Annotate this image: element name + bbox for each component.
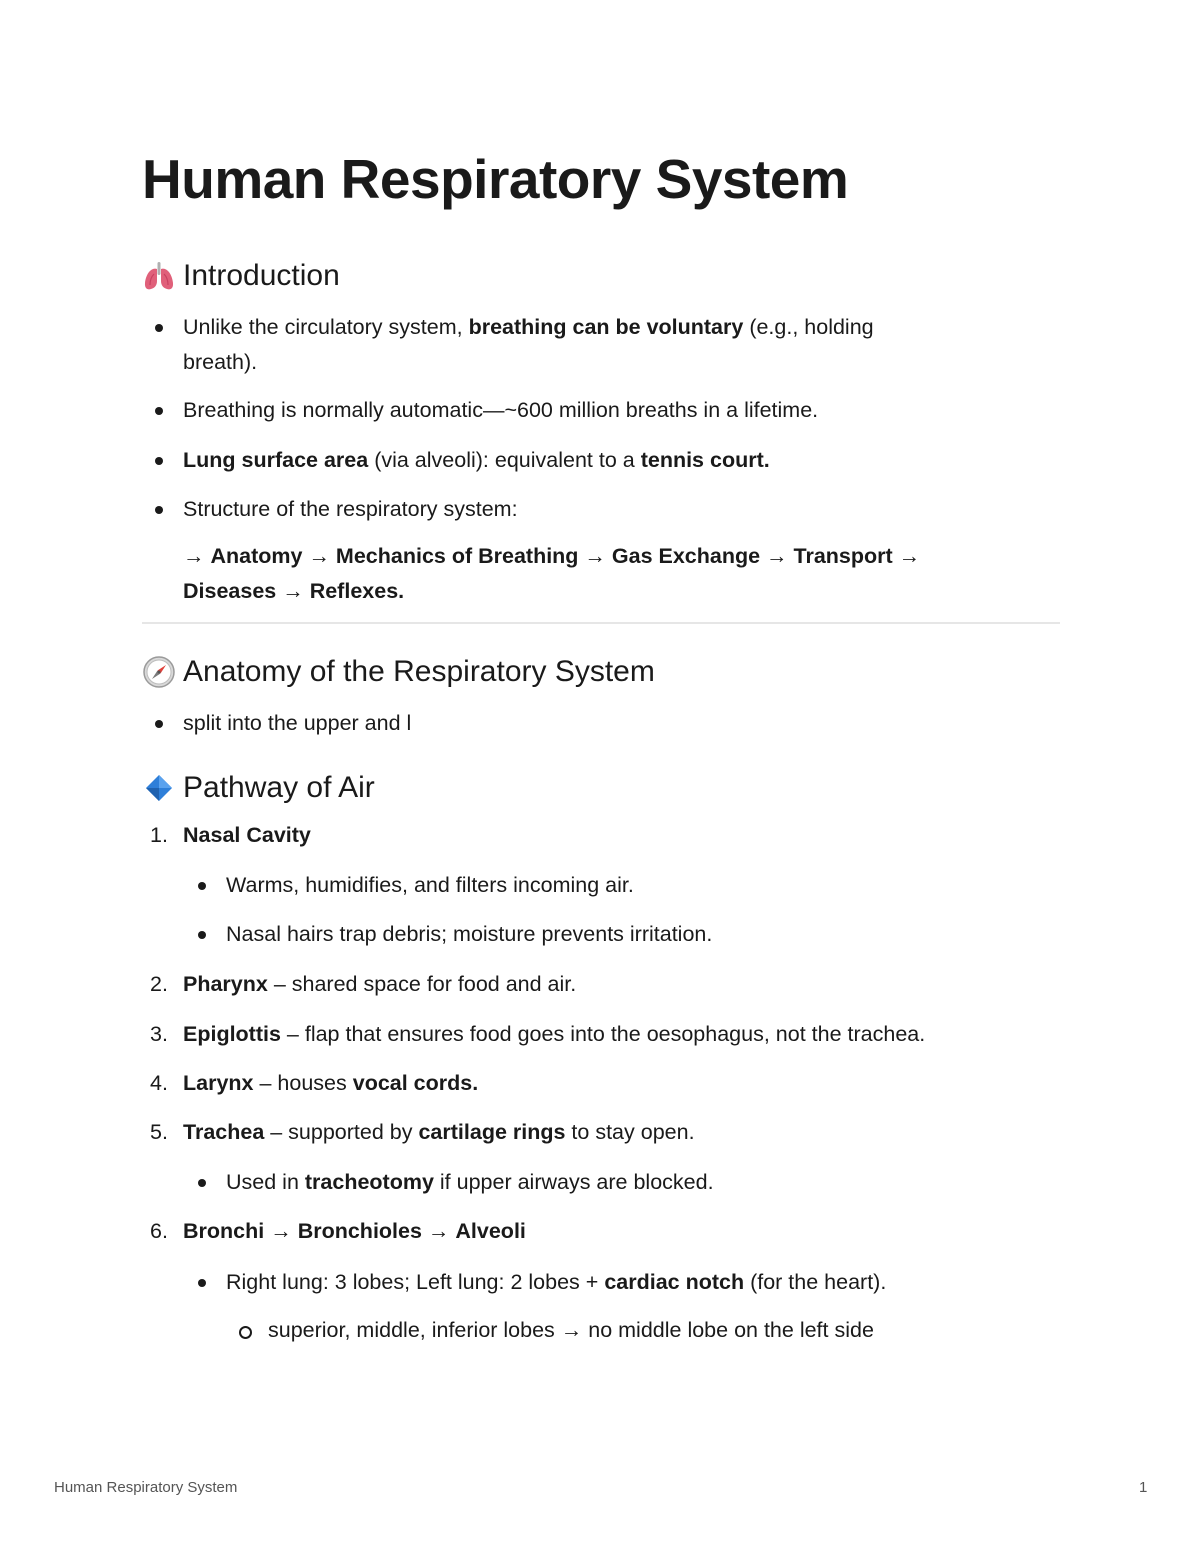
step-6-sub-sub-1	[142, 1313, 1052, 1348]
intro-heading	[142, 256, 340, 296]
list-item	[142, 868, 1042, 903]
list-item-text: Breathing is normally automatic—~600 million breaths in a lifetime.	[183, 398, 819, 422]
step-1-sub-2	[142, 917, 1042, 952]
list-item-text: split into the upper and l	[183, 711, 412, 735]
list-item	[142, 1214, 1052, 1249]
flow-step: Diseases	[183, 579, 277, 603]
list-item	[142, 706, 1042, 741]
list-item-text: if upper airways are blocked.	[433, 1170, 714, 1194]
arrow-text: →	[578, 544, 612, 568]
list-item-text: – houses	[253, 1071, 353, 1095]
list-item	[142, 1115, 1052, 1150]
pathway-heading-text: Pathway of Air	[183, 771, 375, 804]
step-number: 3.	[150, 1022, 168, 1046]
footer-title: Human Respiratory System	[54, 1479, 238, 1496]
intro-list-2	[142, 393, 1042, 428]
bold-text: cartilage rings	[418, 1120, 566, 1144]
list-item-text: Warms, humidifies, and filters incoming air.	[226, 873, 634, 897]
arrow-text: →	[183, 544, 211, 568]
list-item-text: Nasal hairs trap debris; moisture prevents irritation.	[226, 922, 713, 946]
bold-text: vocal cords.	[352, 1071, 479, 1095]
pathway-step-1	[142, 818, 1042, 853]
list-item-text: Used in	[226, 1170, 305, 1194]
list-item-text: – shared space for food and air.	[267, 972, 577, 996]
list-item	[142, 1066, 1052, 1101]
arrow-text: →	[892, 544, 921, 568]
pathway-step-3	[142, 1017, 1057, 1052]
step-5-sub-1	[142, 1165, 1052, 1200]
pathway-step-5	[142, 1115, 1052, 1150]
bold-text: tennis court.	[640, 448, 770, 472]
bold-text: Bronchi	[183, 1219, 265, 1243]
list-item-text: Right lung: 3 lobes; Left lung: 2 lobes +	[226, 1270, 605, 1294]
step-number: 6.	[150, 1219, 168, 1243]
intro-list-4	[142, 492, 1042, 527]
pathway-step-2	[142, 967, 1052, 1002]
pathway-heading	[142, 768, 375, 808]
intro-list	[142, 310, 1042, 380]
list-item-text: Structure of the respiratory system:	[183, 497, 518, 521]
bold-text: breathing can be voluntary	[468, 315, 744, 339]
list-item	[142, 967, 1052, 1002]
list-item	[142, 492, 1042, 527]
list-item-text: – supported by	[264, 1120, 419, 1144]
list-item-text: to stay open.	[565, 1120, 695, 1144]
list-item	[142, 1017, 1057, 1052]
bold-text: Nasal Cavity	[183, 823, 311, 847]
list-item-text: – flap that ensures food goes into the oesophagus, not the trachea.	[280, 1022, 926, 1046]
list-item	[142, 917, 1042, 952]
step-number: 4.	[150, 1071, 168, 1095]
step-number: 1.	[150, 823, 168, 847]
pathway-step-6	[142, 1214, 1052, 1249]
anatomy-heading-text: Anatomy of the Respiratory System	[183, 655, 655, 688]
list-item-text: breath).	[183, 350, 258, 374]
arrow-text: →	[276, 579, 310, 603]
list-item	[142, 1165, 1052, 1200]
bold-text: tracheotomy	[304, 1170, 434, 1194]
flow-step: Anatomy	[210, 544, 303, 568]
list-item	[142, 1313, 1052, 1348]
lungs-icon	[142, 259, 176, 293]
intro-heading-text: Introduction	[183, 259, 340, 292]
flow-step: Gas Exchange	[611, 544, 761, 568]
list-item	[142, 818, 1042, 853]
bold-text: Trachea	[183, 1120, 265, 1144]
anatomy-list	[142, 706, 1042, 741]
list-item	[142, 310, 1042, 380]
page-title: Human Respiratory System	[142, 148, 849, 210]
blue-diamond-icon	[142, 771, 176, 805]
list-item-text: (e.g., holding	[743, 315, 874, 339]
bold-text: Larynx	[183, 1071, 254, 1095]
step-6-sub-1	[142, 1265, 1052, 1300]
step-number: 2.	[150, 972, 168, 996]
list-item	[142, 1265, 1052, 1300]
bold-text: Alveoli	[455, 1219, 526, 1243]
anatomy-heading	[142, 652, 655, 692]
list-item-text: (for the heart).	[744, 1270, 887, 1294]
list-item	[142, 443, 1042, 478]
compass-icon	[142, 655, 176, 689]
structure-flow	[183, 539, 1043, 609]
bold-text: cardiac notch	[604, 1270, 745, 1294]
list-item-text: (via alveoli): equivalent to a	[368, 448, 641, 472]
step-1-sub-1	[142, 868, 1042, 903]
list-item	[142, 393, 1042, 428]
bold-text: Bronchioles	[297, 1219, 422, 1243]
intro-list-3	[142, 443, 1042, 478]
flow-step: Transport	[793, 544, 893, 568]
bold-text: Lung surface area	[183, 448, 369, 472]
bold-text: Pharynx	[183, 972, 268, 996]
arrow-text: →	[760, 544, 794, 568]
list-item-text: Unlike the circulatory system,	[183, 315, 469, 339]
flow-step: Mechanics of Breathing	[335, 544, 579, 568]
pathway-step-4	[142, 1066, 1052, 1101]
section-divider	[142, 622, 1060, 624]
arrow-text: →	[264, 1219, 298, 1243]
list-item-text: superior, middle, inferior lobes → no middle lobe on the left side	[268, 1318, 874, 1342]
arrow-text: →	[302, 544, 336, 568]
arrow-text: →	[421, 1219, 456, 1243]
bold-text: Epiglottis	[183, 1022, 281, 1046]
step-number: 5.	[150, 1120, 168, 1144]
page-number: 1	[1139, 1479, 1148, 1496]
flow-step: Reflexes.	[309, 579, 405, 603]
